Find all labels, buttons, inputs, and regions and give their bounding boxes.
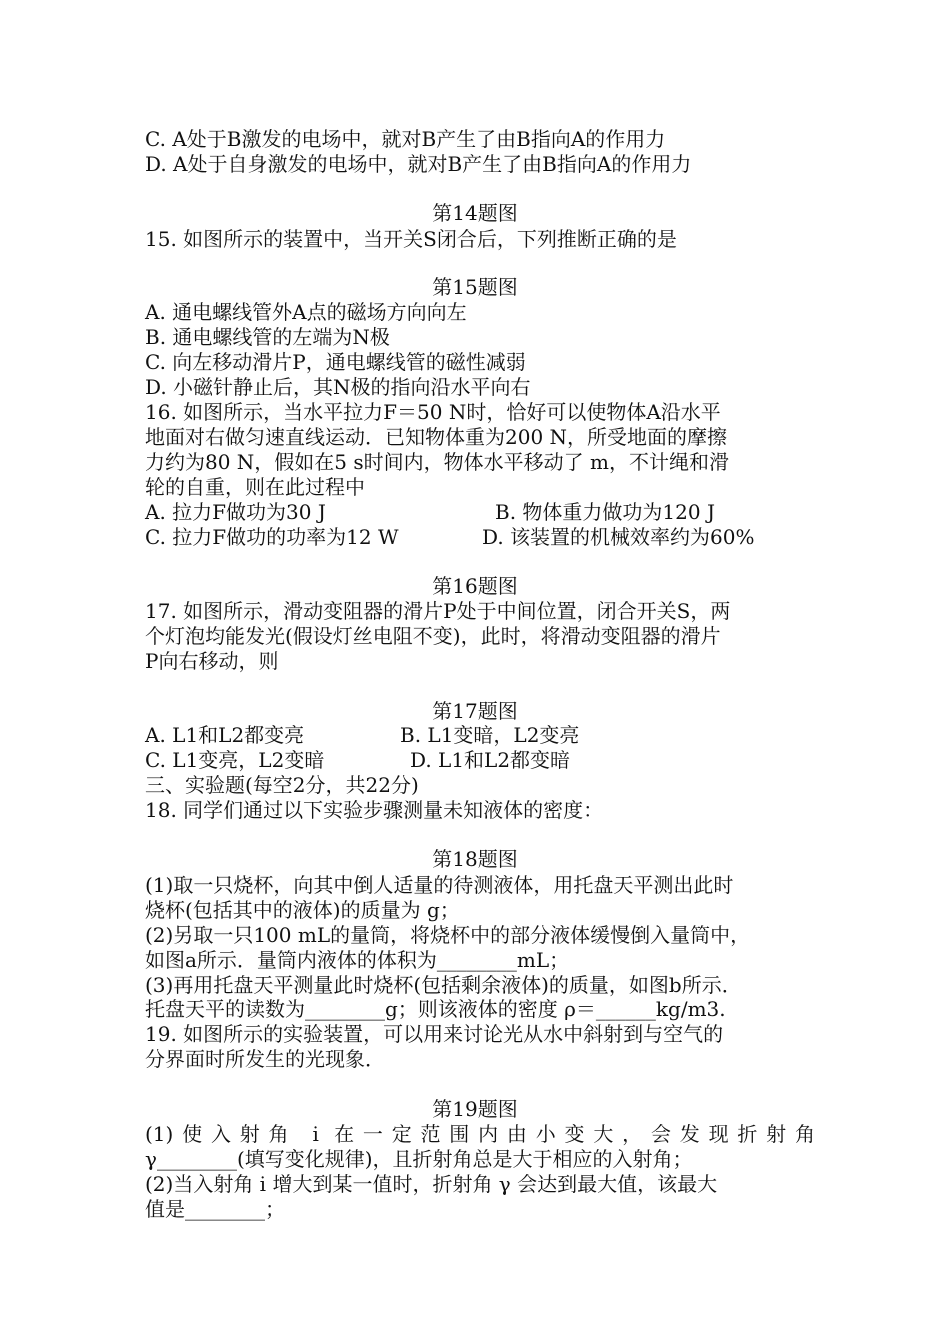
q16-figure-caption: 第16题图: [432, 574, 518, 598]
q17-option-c: C. L1变亮，L2变暗: [145, 748, 325, 772]
q17-option-b: B. L1变暗，L2变亮: [400, 723, 580, 747]
q18-step1-line-2: 烧杯(包括其中的液体)的质量为 g；: [145, 898, 460, 922]
q18-step2-line-1: (2)另取一只100 mL的量筒，将烧杯中的部分液体缓慢倒入量筒中，: [145, 923, 751, 947]
q14-option-c: C. A处于B激发的电场中，就对B产生了由B指向A的作用力: [145, 127, 666, 151]
q16-option-a: A. 拉力F做功为30 J: [145, 500, 326, 524]
q18-step1-line-1: (1)取一只烧杯，向其中倒人适量的待测液体，用托盘天平测出此时: [145, 873, 734, 897]
section-heading-experiments: 三、实验题(每空2分，共22分): [145, 773, 419, 797]
q14-option-d: D. A处于自身激发的电场中，就对B产生了由B指向A的作用力: [145, 152, 692, 176]
q16-stem-line-1: 16. 如图所示，当水平拉力F＝50 N时，恰好可以使物体A沿水平: [145, 400, 721, 424]
q19-stem-line-2: 分界面时所发生的光现象．: [145, 1047, 385, 1071]
q16-option-b: B. 物体重力做功为120 J: [495, 500, 715, 524]
q15-figure-caption: 第15题图: [432, 275, 518, 299]
q16-stem-line-2: 地面对右做匀速直线运动．已知物体重为200 N，所受地面的摩擦: [145, 425, 728, 449]
q15-stem: 15. 如图所示的装置中，当开关S闭合后，下列推断正确的是: [145, 227, 677, 251]
q15-option-d: D. 小磁针静止后，其N极的指向沿水平向右: [145, 375, 531, 399]
q17-stem-line-1: 17. 如图所示，滑动变阻器的滑片P处于中间位置，闭合开关S，两: [145, 599, 731, 623]
q19-stem-line-1: 19. 如图所示的实验装置，可以用来讨论光从水中斜射到与空气的: [145, 1022, 724, 1046]
q15-option-b: B. 通电螺线管的左端为N极: [145, 325, 390, 349]
q18-step2-line-2: 如图a所示．量筒内液体的体积为________mL；: [145, 948, 570, 972]
q18-step3-line-2: 托盘天平的读数为________g；则该液体的密度 ρ＝______kg/m3.: [145, 997, 726, 1021]
q17-stem-line-2: 个灯泡均能发光(假设灯丝电阻不变)，此时，将滑动变阻器的滑片: [145, 624, 721, 648]
q19-step1-line-2: γ________(填写变化规律)，且折射角总是大于相应的入射角；: [145, 1147, 693, 1171]
q16-option-d: D. 该装置的机械效率约为60%: [482, 525, 755, 549]
q17-option-d: D. L1和L2都变暗: [410, 748, 571, 772]
q17-figure-caption: 第17题图: [432, 699, 518, 723]
q18-step3-line-1: (3)再用托盘天平测量此时烧杯(包括剩余液体)的质量，如图b所示．: [145, 973, 742, 997]
q17-stem-line-3: P向右移动，则: [145, 649, 279, 673]
q15-option-a: A. 通电螺线管外A点的磁场方向向左: [145, 300, 467, 324]
q19-step1-line-1: (1)使入射角 i 在一定范围内由小变大，会发现折射角: [145, 1122, 815, 1146]
q14-figure-caption: 第14题图: [432, 201, 518, 225]
q17-option-a: A. L1和L2都变亮: [145, 723, 305, 747]
q16-option-c: C. 拉力F做功的功率为12 W: [145, 525, 399, 549]
q19-step2-line-1: (2)当入射角 i 增大到某一值时，折射角 γ 会达到最大值，该最大: [145, 1172, 718, 1196]
q15-option-c: C. 向左移动滑片P，通电螺线管的磁性减弱: [145, 350, 526, 374]
q19-figure-caption: 第19题图: [432, 1097, 518, 1121]
q16-stem-line-3: 力约为80 N，假如在5 s时间内，物体水平移动了 m，不计绳和滑: [145, 450, 729, 474]
q19-step2-line-2: 值是________；: [145, 1197, 285, 1221]
q18-figure-caption: 第18题图: [432, 847, 518, 871]
q16-stem-line-4: 轮的自重，则在此过程中: [145, 475, 365, 499]
q18-stem: 18. 同学们通过以下实验步骤测量未知液体的密度：: [145, 798, 604, 822]
